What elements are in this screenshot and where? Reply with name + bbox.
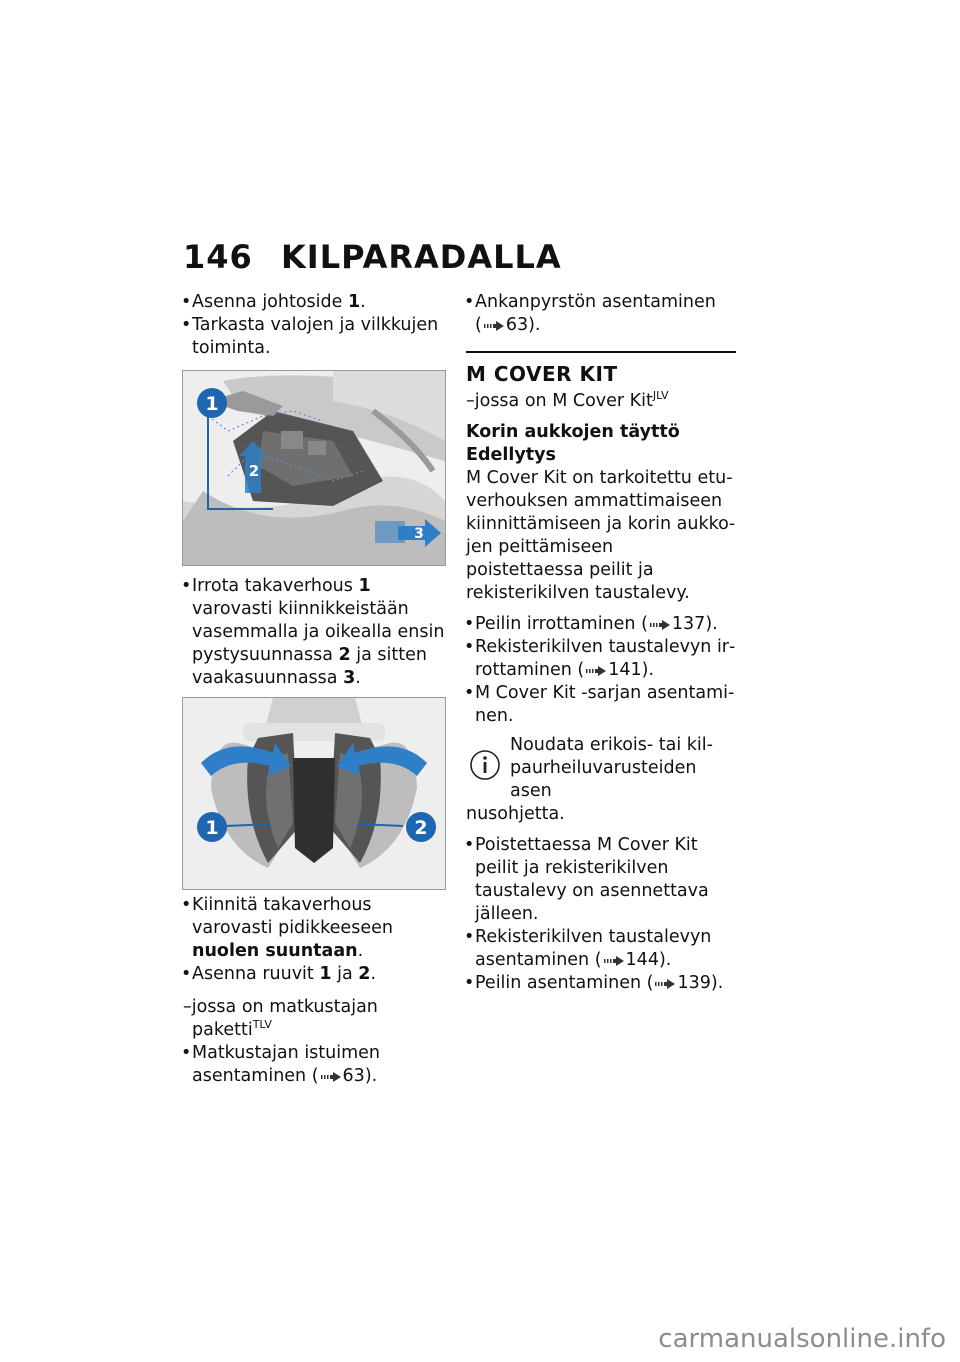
callout-2 bbox=[249, 462, 259, 480]
figure-seat-cover bbox=[182, 370, 446, 566]
page-ref[interactable]: 63 bbox=[342, 1066, 365, 1086]
option-code: TLV bbox=[252, 1018, 272, 1032]
step-text: Peilin asentaminen ( bbox=[475, 973, 654, 993]
step-text: Rekisterikilven taustalevyn irrottaminen ( bbox=[475, 637, 736, 680]
list-item bbox=[183, 1042, 445, 1088]
callout-ref: 2 bbox=[338, 645, 351, 665]
left-column-2 bbox=[183, 575, 445, 690]
punct: . bbox=[355, 668, 361, 688]
svg-text:2: 2 bbox=[248, 462, 260, 480]
svg-text:2: 2 bbox=[414, 817, 428, 839]
list-item bbox=[466, 613, 736, 636]
page-title: KILPARADALLA bbox=[281, 238, 562, 276]
callout-ref: 1 bbox=[319, 964, 332, 984]
page-number: 146 bbox=[183, 238, 253, 276]
rear-cover-illustration bbox=[183, 698, 445, 889]
page-ref-arrow-icon bbox=[655, 979, 675, 989]
step-text: Tarkasta valojen ja vilkkujen toiminta. bbox=[192, 315, 439, 358]
info-icon bbox=[468, 748, 502, 782]
page-ref[interactable]: 63 bbox=[505, 315, 529, 335]
callout-2 bbox=[406, 812, 436, 842]
list-item bbox=[183, 291, 445, 314]
callout-3 bbox=[414, 526, 424, 542]
left-column bbox=[183, 291, 445, 360]
punct: . bbox=[370, 964, 377, 984]
list-item bbox=[466, 972, 736, 995]
page-ref[interactable]: 139 bbox=[677, 973, 711, 993]
step-text: ja bbox=[331, 964, 359, 984]
punct: . bbox=[360, 292, 366, 312]
step-text: M Cover Kit -sarjan asentaminen. bbox=[475, 683, 735, 726]
condition-text: paketti bbox=[192, 1020, 253, 1040]
list-item bbox=[466, 291, 736, 314]
emphasis: nuolen suuntaan bbox=[192, 941, 358, 961]
page-ref[interactable]: 144 bbox=[625, 950, 659, 970]
list-item bbox=[183, 963, 445, 986]
step-text: Matkustajan istuimen asentaminen ( bbox=[192, 1043, 381, 1086]
condition-text: –jossa on M Cover Kit bbox=[466, 391, 653, 411]
step-text: Asenna ruuvit bbox=[192, 964, 320, 984]
seat-cover-illustration bbox=[183, 371, 445, 565]
section-divider bbox=[466, 351, 736, 353]
callout-1 bbox=[197, 812, 227, 842]
step-text: Asenna johtoside bbox=[192, 292, 348, 312]
punct: ). bbox=[528, 315, 541, 335]
step-text: Irrota takaverhous bbox=[192, 576, 359, 596]
list-item bbox=[466, 926, 736, 972]
callout-ref: 1 bbox=[347, 292, 361, 312]
punct: ). bbox=[364, 1066, 378, 1086]
svg-text:3: 3 bbox=[414, 526, 424, 542]
condition-line bbox=[183, 996, 445, 1019]
left-column-3 bbox=[183, 894, 445, 1088]
page-ref-arrow-icon bbox=[484, 321, 504, 331]
watermark: carmanualsonline.info bbox=[658, 1324, 946, 1354]
condition-line bbox=[183, 1019, 445, 1042]
subsection-title: Edellytys bbox=[466, 445, 556, 465]
note-text: nusohjetta. bbox=[466, 804, 565, 824]
step-text: Kiinnitä takaverhous varovasti pidikkeeseen bbox=[192, 895, 393, 938]
list-item bbox=[183, 575, 445, 690]
punct: ). bbox=[658, 950, 672, 970]
right-column bbox=[466, 291, 736, 995]
page-ref-arrow-icon bbox=[604, 956, 624, 966]
paragraph: M Cover Kit on tarkoitettu etuverhouksen ammattimaiseen kiinnittämiseen ja korin aukkojen peittämiseen poistettaessa peilit ja rekisterikilven taustalevy. bbox=[466, 468, 736, 603]
list-item-continued bbox=[466, 314, 736, 337]
subsection-title: Korin aukkojen täyttö bbox=[466, 422, 680, 442]
list-item bbox=[466, 834, 736, 926]
page-ref[interactable]: 141 bbox=[608, 660, 642, 680]
list-item bbox=[183, 894, 445, 963]
step-text: varovasti kiinnikkeistään vasemmalla ja oikealla ensin pystysuunnassa bbox=[192, 599, 445, 665]
step-text: Poistettaessa M Cover Kit peilit ja rekisterikilven taustalevy on asennettava jälleen. bbox=[475, 835, 709, 924]
step-text: ja sitten vaakasuunnassa bbox=[192, 645, 427, 688]
callout-ref: 3 bbox=[343, 668, 356, 688]
section-title: M COVER KIT bbox=[466, 362, 618, 386]
option-code: JLV bbox=[652, 389, 669, 403]
svg-text:1: 1 bbox=[205, 817, 219, 839]
punct: ( bbox=[475, 315, 482, 335]
callout-ref: 1 bbox=[358, 576, 371, 596]
callout-1 bbox=[197, 388, 227, 418]
page-ref-arrow-icon bbox=[586, 666, 606, 676]
list-item bbox=[466, 636, 736, 682]
page-ref[interactable]: 137 bbox=[671, 614, 706, 634]
figure-rear-cover bbox=[182, 697, 446, 890]
punct: ). bbox=[705, 614, 718, 634]
punct: ). bbox=[641, 660, 655, 680]
punct: ). bbox=[710, 973, 724, 993]
callout-ref: 2 bbox=[358, 964, 371, 984]
page-header bbox=[183, 238, 562, 276]
condition-line bbox=[466, 390, 736, 413]
step-text: Peilin irrottaminen ( bbox=[475, 614, 648, 634]
svg-text:1: 1 bbox=[205, 393, 219, 415]
punct: . bbox=[357, 941, 364, 961]
list-item bbox=[183, 314, 445, 360]
note-text: Noudata erikois- tai kilpaurheiluvarusteiden asen bbox=[510, 735, 713, 801]
step-text: Ankanpyrstön asentaminen bbox=[475, 292, 716, 312]
condition-text: –jossa on matkustajan bbox=[183, 997, 378, 1017]
page-ref-arrow-icon bbox=[650, 620, 670, 630]
step-text: Rekisterikilven taustalevyn asentaminen ( bbox=[475, 927, 712, 970]
page-ref-arrow-icon bbox=[321, 1072, 341, 1082]
info-note bbox=[466, 734, 736, 826]
list-item bbox=[466, 682, 736, 728]
